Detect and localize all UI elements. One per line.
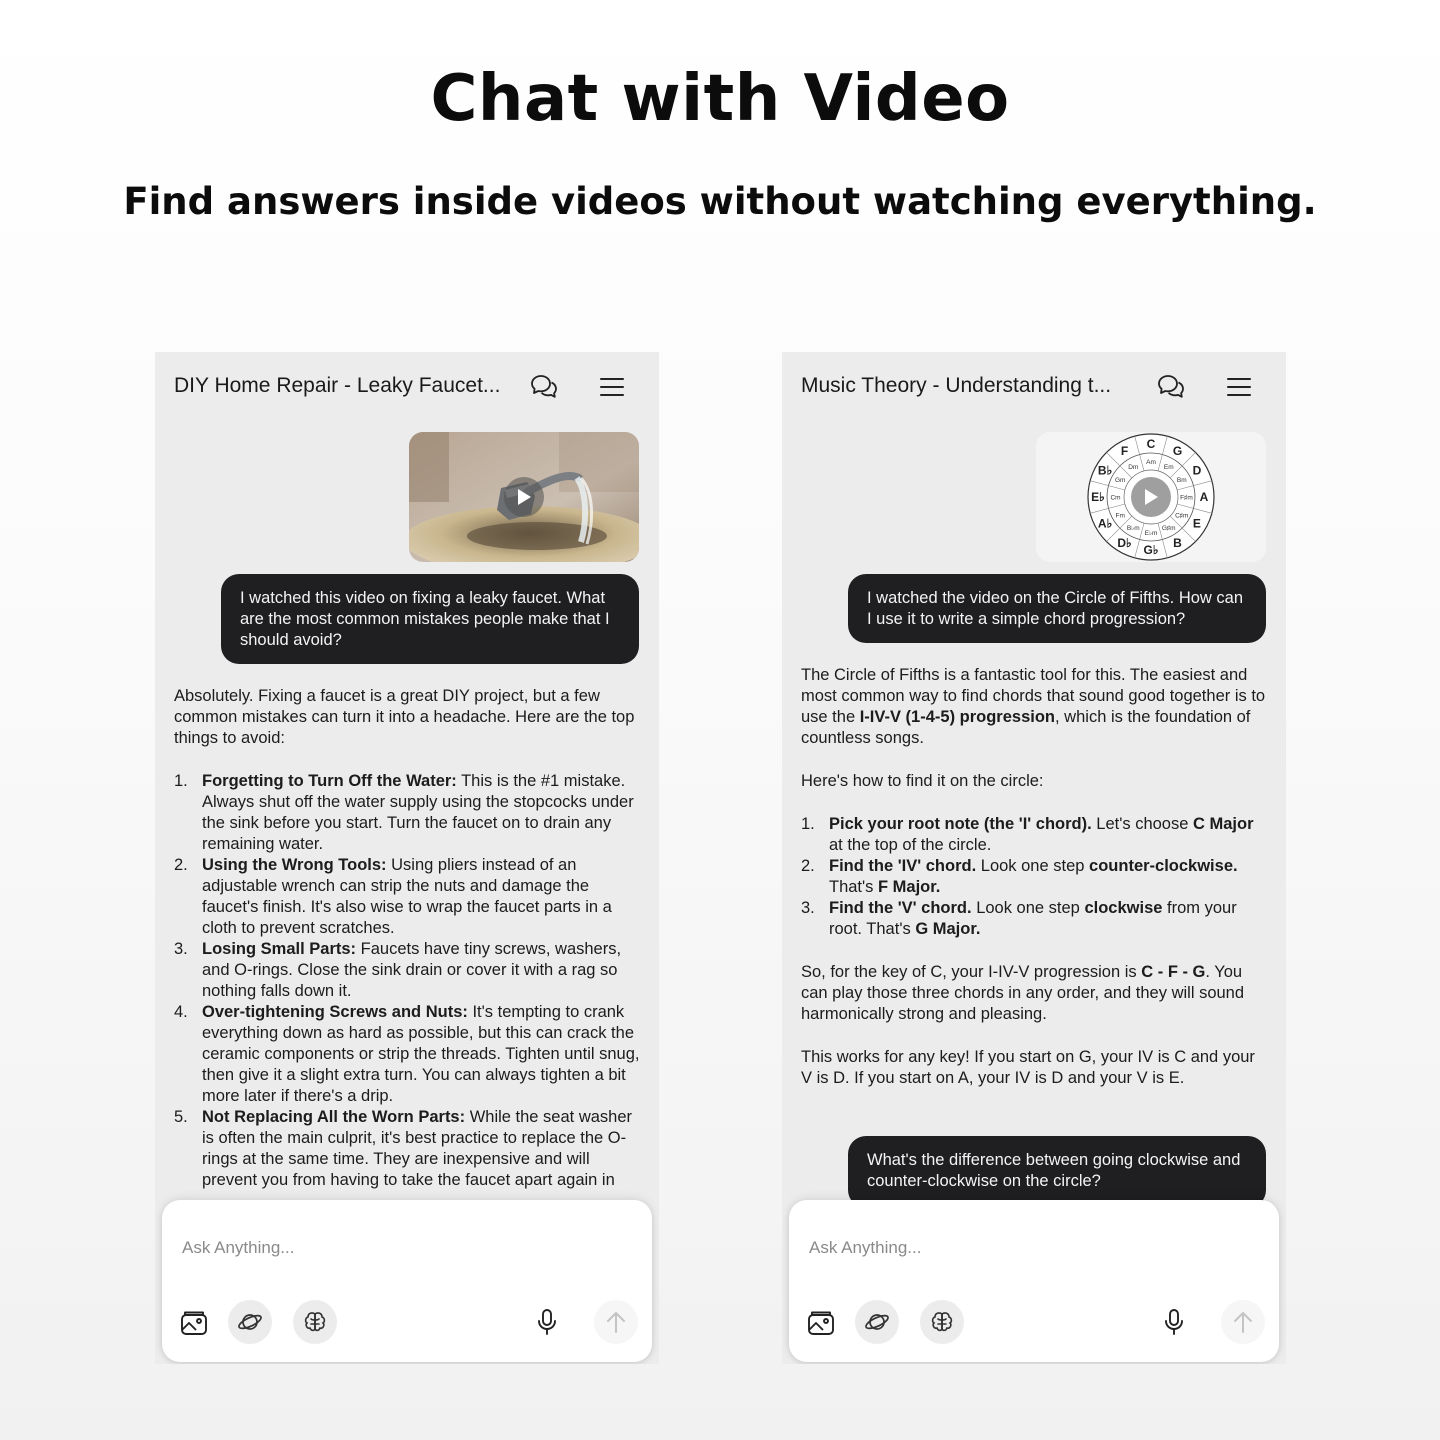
mistakes-list bbox=[174, 771, 644, 1191]
circle-minor-key: C♯m bbox=[1175, 512, 1189, 520]
ai-paragraph: This works for any key! If you start on G, your IV is C and your V is D. If you start on A, your IV is D and your V is E. bbox=[801, 1048, 1255, 1087]
steps-list bbox=[801, 814, 1267, 940]
circle-minor-key: E♭m bbox=[1144, 530, 1158, 537]
list-item: 2. Find the 'IV' chord. Look one step counter-clockwise. That's F Major. bbox=[801, 857, 1238, 896]
circle-major-key: D♭ bbox=[1117, 535, 1132, 550]
video-thumbnail[interactable] bbox=[409, 432, 639, 562]
circle-minor-key: Fm bbox=[1115, 512, 1125, 520]
circle-major-key: A bbox=[1199, 490, 1209, 504]
circle-minor-key: Dm bbox=[1128, 463, 1139, 471]
list-item: 1. Forgetting to Turn Off the Water: This is the #1 mistake. Always shut off the water supply using the stopcocks under the sink before you start. Turn the faucet on to drain any remaining water. bbox=[174, 772, 634, 853]
video-thumbnail[interactable] bbox=[1036, 432, 1266, 562]
send-arrow-icon[interactable] bbox=[594, 1300, 638, 1344]
video-title[interactable]: Music Theory - Understanding t... bbox=[801, 374, 1112, 397]
list-item: 3. Losing Small Parts: Faucets have tiny screws, washers, and O-rings. Close the sink drain or cover it with a rag so nothing falls down it. bbox=[174, 940, 622, 1000]
hero-subtitle: Find answers inside videos without watching everything. bbox=[123, 180, 1317, 223]
circle-minor-key: B♭m bbox=[1126, 525, 1140, 533]
circle-major-key: G♭ bbox=[1143, 543, 1159, 557]
send-arrow-icon[interactable] bbox=[1221, 1300, 1265, 1344]
play-icon[interactable] bbox=[1131, 477, 1171, 517]
chat-panel-music bbox=[782, 352, 1286, 1364]
list-item: 2. Using the Wrong Tools: Using pliers instead of an adjustable wrench can strip the nuts and damage the faucet's finish. It's also wise to wrap the faucet parts in a cloth to prevent scratches. bbox=[174, 856, 612, 937]
circle-minor-key: Bm bbox=[1176, 476, 1187, 484]
menu-icon[interactable] bbox=[1222, 370, 1256, 404]
chat-header bbox=[782, 352, 1286, 422]
circle-minor-key: F♯m bbox=[1180, 494, 1193, 502]
circle-major-key: C bbox=[1146, 437, 1156, 451]
user-message: What's the difference between going clockwise and counter-clockwise on the circle? bbox=[848, 1136, 1266, 1208]
ai-response bbox=[174, 686, 644, 1191]
photo-library-icon[interactable] bbox=[799, 1300, 843, 1344]
user-message: I watched this video on fixing a leaky faucet. What are the most common mistakes people make that I should avoid? bbox=[221, 574, 639, 664]
video-title[interactable]: DIY Home Repair - Leaky Faucet... bbox=[174, 374, 501, 397]
circle-major-key: B bbox=[1173, 535, 1182, 550]
chat-panel-faucet bbox=[155, 352, 659, 1364]
ai-intro: Absolutely. Fixing a faucet is a great DIY project, but a few common mistakes can turn it into a headache. Here are the top things to avoid: bbox=[174, 687, 635, 747]
planet-icon[interactable] bbox=[228, 1300, 272, 1344]
ai-paragraph: So, for the key of C, your I-IV-V progression is C - F - G. You can play those three chords in any order, and they will sound harmonically strong and pleasing. bbox=[801, 963, 1245, 1023]
list-item: 5. Not Replacing All the Worn Parts: While the seat washer is often the main culprit, it's best practice to replace the O-rings at the same time. They are inexpensive and will prevent you from having to take the faucet apart again in bbox=[174, 1108, 633, 1189]
circle-minor-key: Cm bbox=[1110, 494, 1121, 502]
chat-input-card bbox=[162, 1200, 652, 1362]
circle-major-key: F bbox=[1120, 444, 1129, 459]
microphone-icon[interactable] bbox=[1152, 1300, 1196, 1344]
circle-minor-key: G♯m bbox=[1161, 525, 1176, 533]
circle-minor-key: Em bbox=[1163, 463, 1174, 471]
ask-input[interactable] bbox=[180, 1232, 624, 1264]
chat-bubbles-icon[interactable] bbox=[527, 370, 561, 404]
circle-major-key: G bbox=[1172, 444, 1183, 459]
chat-bubbles-icon[interactable] bbox=[1154, 370, 1188, 404]
ai-response bbox=[801, 665, 1267, 1111]
user-message: I watched the video on the Circle of Fifths. How can I use it to write a simple chord progression? bbox=[848, 574, 1266, 643]
ask-input[interactable] bbox=[807, 1232, 1251, 1264]
circle-minor-key: Gm bbox=[1115, 476, 1126, 484]
brain-icon[interactable] bbox=[920, 1300, 964, 1344]
chat-input-card bbox=[789, 1200, 1279, 1362]
circle-minor-key: Am bbox=[1146, 459, 1156, 466]
circle-major-key: E♭ bbox=[1091, 490, 1105, 504]
chat-header bbox=[155, 352, 659, 422]
ai-paragraph: The Circle of Fifths is a fantastic tool for this. The easiest and most common way to find chords that sound good together is to use the I-IV-V (1-4-5) progression, which is the foundation of countless songs. bbox=[801, 666, 1266, 747]
circle-major-key: E bbox=[1192, 516, 1201, 531]
planet-icon[interactable] bbox=[855, 1300, 899, 1344]
microphone-icon[interactable] bbox=[525, 1300, 569, 1344]
circle-major-key: D bbox=[1192, 463, 1202, 478]
ai-paragraph: Here's how to find it on the circle: bbox=[801, 772, 1044, 790]
list-item: 3. Find the 'V' chord. Look one step clockwise from your root. That's G Major. bbox=[801, 899, 1237, 938]
circle-major-key: A♭ bbox=[1097, 516, 1113, 531]
menu-icon[interactable] bbox=[595, 370, 629, 404]
play-icon[interactable] bbox=[504, 477, 544, 517]
list-item: 1. Pick your root note (the 'I' chord). Let's choose C Major at the top of the circle. bbox=[801, 815, 1254, 854]
photo-library-icon[interactable] bbox=[172, 1300, 216, 1344]
brain-icon[interactable] bbox=[293, 1300, 337, 1344]
hero-title: Chat with Video bbox=[430, 62, 1010, 136]
circle-major-key: B♭ bbox=[1097, 463, 1113, 478]
list-item: 4. Over-tightening Screws and Nuts: It's tempting to crank everything down as hard as possible, but this can crack the ceramic components or strip the threads. Tighten until snug, then give it a slight extra turn. You can always tighten a bit more later if there's a drip. bbox=[174, 1003, 640, 1105]
